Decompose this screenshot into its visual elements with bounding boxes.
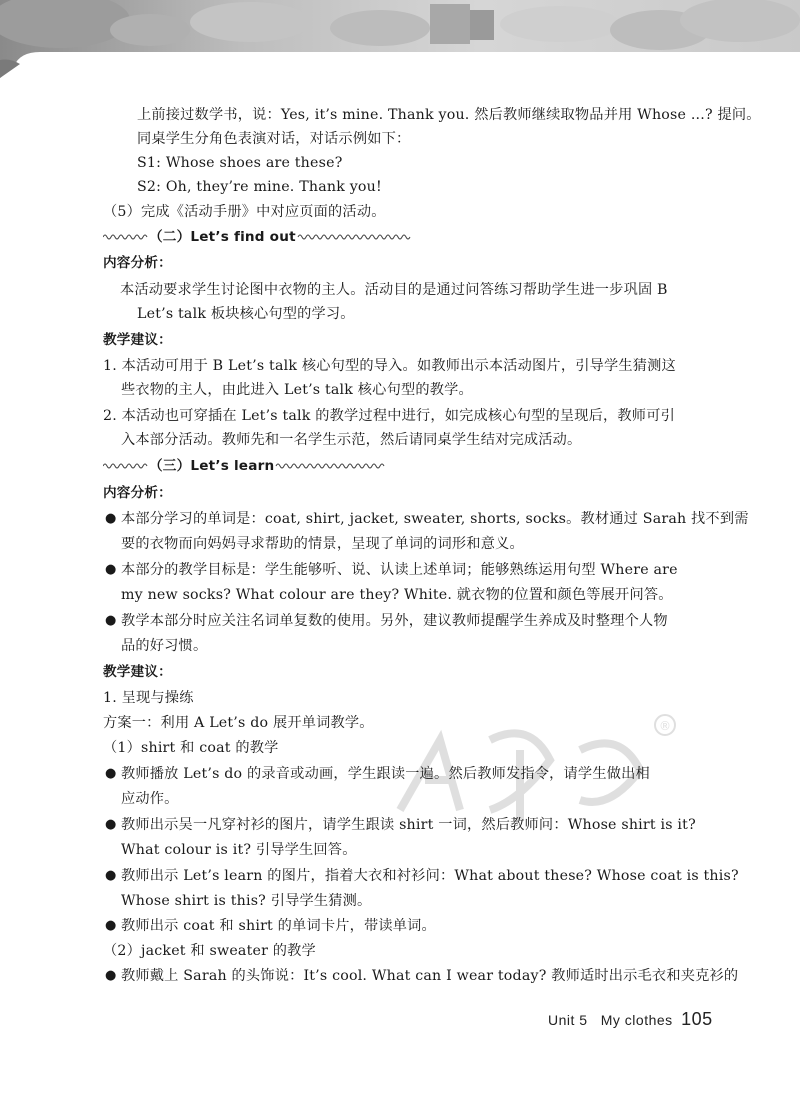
numbered-item: 1. 本活动可用于 B Let’s talk 核心句型的导入。如教师出示本活动图片，引导学生猜测这 [103, 358, 676, 374]
wavy-divider-icon [103, 233, 149, 241]
bullet-icon: ● [105, 613, 117, 628]
bullet-icon: ● [105, 562, 117, 577]
numbered-item: 1. 呈现与操练 [103, 690, 194, 706]
bullet-item: 教师出示 coat 和 shirt 的单词卡片，带读单词。 [121, 918, 436, 934]
wavy-divider-icon [296, 233, 412, 241]
subheading-content-analysis: 内容分析： [103, 485, 172, 501]
bullet-item: 教师出示吴一凡穿衬衫的图片，请学生跟读 shirt 一词，然后教师问：Whose shirt is it? [121, 817, 696, 833]
sub-item-heading: （2）jacket 和 sweater 的教学 [103, 943, 316, 959]
wavy-divider-icon [103, 462, 149, 470]
wavy-divider-icon [274, 462, 386, 470]
subheading-teaching-suggestions: 教学建议： [103, 332, 172, 348]
section-title: （二）Let’s find out [149, 229, 296, 245]
subheading-teaching-suggestions: 教学建议： [103, 664, 172, 680]
text-line: What colour is it? 引导学生回答。 [121, 842, 357, 858]
bullet-icon: ● [105, 817, 117, 832]
text-line: Let’s talk 板块核心句型的学习。 [137, 306, 355, 322]
bullet-icon: ● [105, 766, 117, 781]
page-footer [548, 1009, 713, 1030]
section-heading-lets-find-out [103, 227, 412, 247]
text-line: Whose shirt is this? 引导学生猜测。 [121, 893, 372, 909]
text-line: 品的好习惯。 [121, 638, 208, 654]
bullet-icon: ● [105, 868, 117, 883]
bullet-item: 教师出示 Let’s learn 的图片，指着大衣和衬衫问：What about these? Whose coat is this? [121, 868, 739, 884]
text-line: 本活动要求学生讨论图中衣物的主人。活动目的是通过问答练习帮助学生进一步巩固 B [120, 282, 668, 298]
section-title: （三）Let’s learn [149, 458, 275, 474]
bullet-item: 教学本部分时应关注名词单复数的使用。另外，建议教师提醒学生养成及时整理个人物 [121, 613, 668, 629]
bullet-icon: ● [105, 918, 117, 933]
bullet-item: 教师播放 Let’s do 的录音或动画，学生跟读一遍。然后教师发指令，请学生做出相 [121, 766, 650, 782]
registered-mark: ® [659, 719, 671, 733]
footer-unit: Unit 5 [548, 1012, 588, 1028]
bullet-item: 本部分学习的单词是：coat, shirt, jacket, sweater, shorts, socks。教材通过 Sarah 找不到需 [121, 511, 749, 527]
text-line: 要的衣物而向妈妈寻求帮助的情景，呈现了单词的词形和意义。 [121, 536, 524, 552]
subheading-content-analysis: 内容分析： [103, 255, 172, 271]
section-heading-lets-learn [103, 456, 386, 476]
numbered-item: 2. 本活动也可穿插在 Let’s talk 的教学过程中进行，如完成核心句型的呈现后，教师可引 [103, 408, 675, 424]
text-line: 方案一：利用 A Let’s do 展开单词教学。 [103, 715, 374, 731]
bullet-item: 本部分的教学目标是：学生能够听、说、认读上述单词；能够熟练运用句型 Where are [121, 562, 678, 578]
text-line: 同桌学生分角色表演对话，对话示例如下： [137, 131, 411, 147]
bullet-icon: ● [105, 511, 117, 526]
text-line: 入本部分活动。教师先和一名学生示范，然后请同桌学生结对完成活动。 [121, 432, 582, 448]
footer-title: My clothes [600, 1012, 673, 1028]
text-line: my new socks? What colour are they? White. 就衣物的位置和颜色等展开问答。 [121, 587, 673, 603]
text-line: 些衣物的主人，由此进入 Let’s talk 核心句型的教学。 [121, 382, 473, 398]
bullet-item: 教师戴上 Sarah 的头饰说：It’s cool. What can I wear today? 教师适时出示毛衣和夹克衫的 [121, 968, 739, 984]
dialogue-line: S1: Whose shoes are these? [137, 155, 343, 171]
sub-item-heading: （1）shirt 和 coat 的教学 [103, 740, 279, 756]
text-line: （5）完成《活动手册》中对应页面的活动。 [103, 204, 386, 220]
text-line: 应动作。 [121, 791, 179, 807]
bullet-icon: ● [105, 968, 117, 983]
text-line: 上前接过数学书，说：Yes, it’s mine. Thank you. 然后教师继续取物品并用 Whose ...? 提问。 [137, 107, 761, 123]
dialogue-line: S2: Oh, they’re mine. Thank you! [137, 179, 382, 195]
page-number: 105 [681, 1009, 713, 1029]
